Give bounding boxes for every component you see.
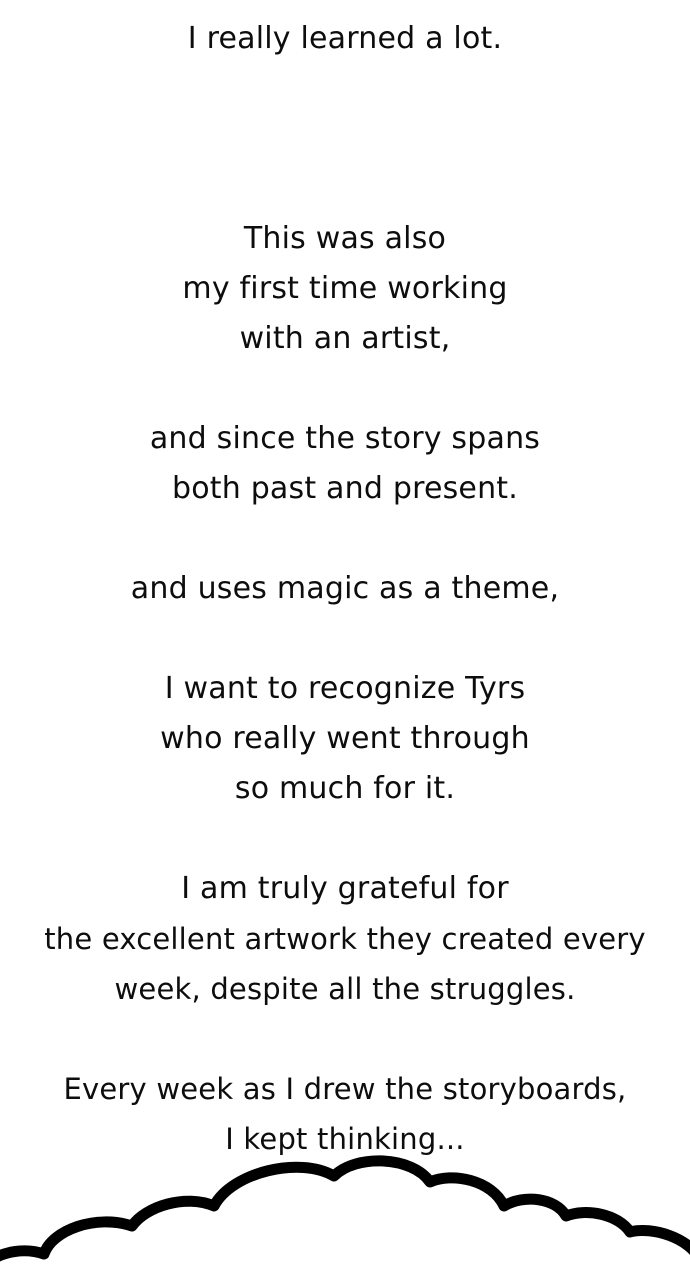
block-spacer	[18, 814, 672, 864]
text-line: both past and present.	[171, 471, 519, 506]
block-spacer	[18, 1014, 672, 1064]
text-line: and uses magic as a theme,	[130, 571, 560, 606]
text-line: week, despite all the struggles.	[114, 972, 576, 1006]
block-spacer	[18, 364, 672, 414]
text-line: Every week as I drew the storyboards,	[63, 1072, 627, 1106]
text-line: I am truly grateful for	[181, 871, 509, 906]
block-spacer	[18, 614, 672, 664]
text-line: the excellent artwork they created every	[44, 922, 646, 956]
text-line: I really learned a lot.	[187, 21, 503, 56]
text-block-story-spans	[18, 414, 672, 514]
speech-bubble-cloud-outline-icon	[0, 1150, 690, 1280]
text-block-recognize	[18, 664, 672, 814]
text-block-magic-theme	[18, 564, 672, 614]
text-line: who really went through	[160, 721, 530, 756]
block-spacer	[18, 64, 672, 214]
text-line: so much for it.	[234, 771, 456, 806]
block-spacer	[18, 514, 672, 564]
text-block-first-time	[18, 214, 672, 364]
text-block-storyboards	[18, 1064, 672, 1164]
text-block-intro	[18, 14, 672, 64]
text-line: This was also	[243, 221, 447, 256]
text-line: I want to recognize Tyrs	[164, 671, 526, 706]
text-block-grateful	[18, 864, 672, 1014]
text-line: with an artist,	[239, 321, 451, 356]
text-line: and since the story spans	[149, 421, 541, 456]
text-line: my first time working	[182, 271, 508, 306]
text-line: I kept thinking...	[225, 1122, 465, 1156]
